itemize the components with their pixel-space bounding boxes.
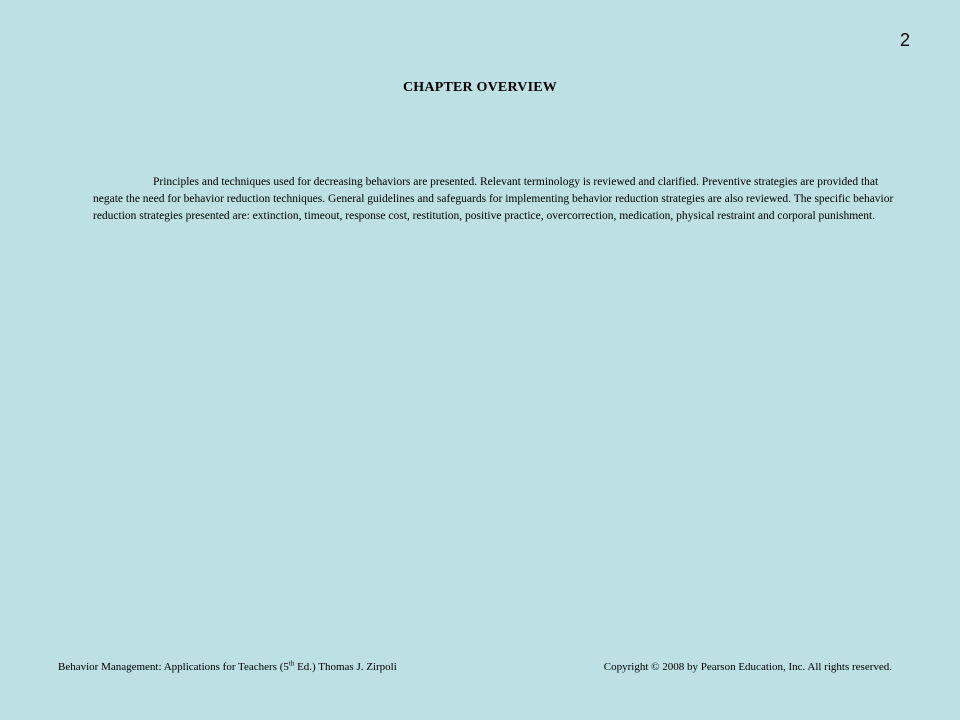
page-number: 2 [899, 30, 910, 50]
footer-citation-prefix: Behavior Management: Applications for Teachers (5 [58, 661, 289, 673]
footer-citation-suffix: Ed.) Thomas J. Zirpoli [294, 661, 397, 673]
overview-paragraph: Principles and techniques used for decreasing behaviors are presented. Relevant terminology is reviewed and clarified. Preventive strategies are provided that negate the need for behavior reduction techniques. General guidelines and safeguards for implementing behavior reduction strategies are also reviewed. The specific behavior reduction strategies presented are: extinction, timeout, response cost, restitution, positive practice, overcorrection, medication, physical restraint and corporal punishment. [93, 176, 894, 222]
page-title: CHAPTER OVERVIEW [402, 80, 557, 95]
footer-citation [58, 661, 397, 673]
footer-copyright: Copyright © 2008 by Pearson Education, Inc. All rights reserved. [603, 661, 892, 673]
footer-citation-superscript: th [288, 659, 295, 668]
